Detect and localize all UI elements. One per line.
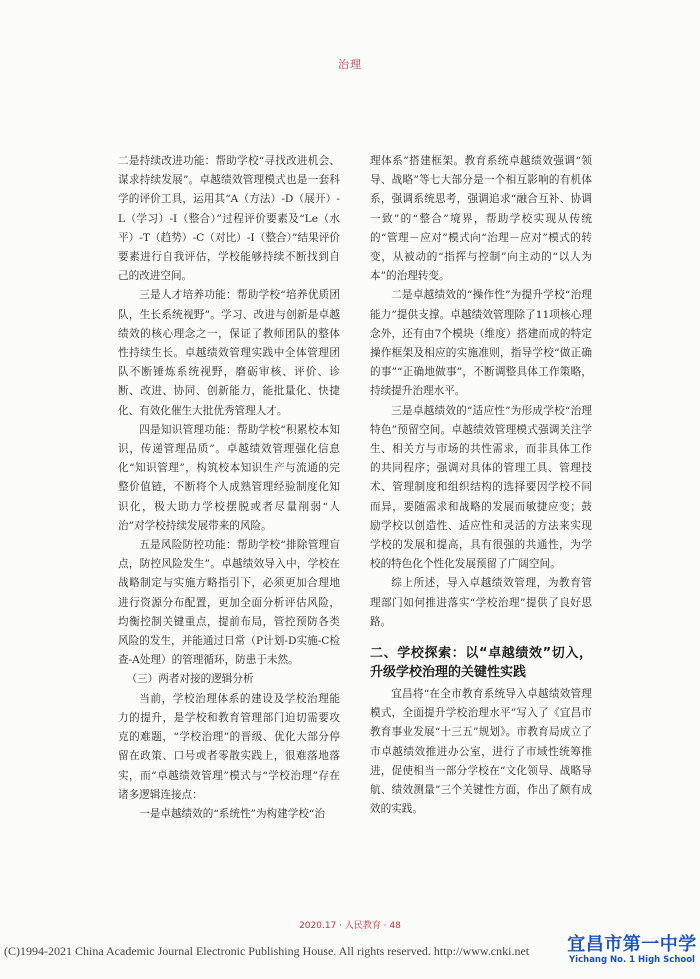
paragraph: 五是风险防控功能：帮助学校“排除管理盲点，防控风险发生”。卓越绩效导入中，学校在战略制定与实施方略指引下，必须更加合理地进行资源分布配置，更加全面分析评估风险，均衡控制关键重点，提前布局，管控预防各类风险的发生，并能通过日常（P计划-D实施-C检查-A处理）的管理循环，防患于未然。 bbox=[118, 539, 340, 667]
paragraph: 宜昌将“在全市教育系统导入卓越绩效管理模式，全面提升学校治理水平”写入了《宜昌市教育事业发展“十三五”规划》。市教育局成立了市卓越绩效推进办公室，进行了市域性统筹推进，促使相当一部分学校在“文化领导、战略导航、绩效测量”三个关键性方面，作出了颇有成效的实践。 bbox=[370, 688, 592, 816]
paragraph: 三是卓越绩效的“适应性”为形成学校“治理特色”预留空间。卓越绩效管理模式强调关注学生、相关方与市场的共性需求，而非具体工作的共同程序；强调对具体的管理工具、管理技术、管理制度和组织结构的选择要因学校不同而异，要随需求和战略的发展而敏捷应变；鼓励学校以创造性、适应性和灵活的方法来实现学校的发展和提高，具有很强的共通性，为学校的特色化个性化发展预留了广阔空间。 bbox=[370, 404, 592, 571]
page-footer: 2020.17 · 人民教育 · 48 bbox=[299, 921, 401, 931]
school-logo bbox=[566, 934, 698, 966]
paragraph: 三是人才培养功能：帮助学校“培养优质团队，生长系统视野”。学习、改进与创新是卓越绩效的核心理念之一，保证了教师团队的整体性持续生长。卓越绩效管理实践中全体管理团队不断锤炼系统视野，磨砺审核、评价、诊断、改进、协同、创新能力，能批量化、快捷化、有效化催生大批优秀管理人才。 bbox=[118, 289, 340, 417]
school-name-cn: 宜昌市第一中学 bbox=[567, 934, 697, 955]
section-header: 治理 bbox=[338, 58, 362, 71]
school-name-en: Yichang No. 1 High School bbox=[569, 955, 695, 965]
right-column bbox=[370, 152, 592, 820]
paragraph: 四是知识管理功能：帮助学校“积累校本知识，传递管理品质”。卓越绩效管理强化信息化“知识管理”，构筑校本知识生产与流通的完整价值链，不断将个人成熟管理经验制度化知识化，极大助力学校摆脱或者尽量削弱“人治”对学校持续发展带来的风险。 bbox=[118, 423, 340, 532]
section-heading: 二、学校探索：以“卓越绩效”切入，升级学校治理的关键性实践 bbox=[370, 646, 592, 681]
paragraph: 二是卓越绩效的“操作性”为提升学校“治理能力”提供支撑。卓越绩效管理除了11项核心理念外，还有由7个模块（维度）搭建而成的特定操作框架及相应的实施准则，指导学校“做正确的事”“正确地做事”，不断调整具体工作策略，持续提升治理水平。 bbox=[370, 289, 592, 398]
paragraph: 理体系”搭建框架。教育系统卓越绩效强调“领导、战略”等七大部分是一个相互影响的有机体系，强调系统思考，强调追求“融合互补、协调一致”的“整合”境界，帮助学校实现从传统的“管理－应对”模式向“治理－应对”模式的转变，从被动的“指挥与控制”向主动的“以人为本”的治理转变。 bbox=[370, 155, 592, 283]
paragraph: 当前，学校治理体系的建设及学校治理能力的提升，是学校和教育管理部门迫切需要攻克的难题，“学校治理”的晋级、优化大部分停留在政策、口号或者零散实践上，很难落地落实，而“卓越绩效管理”模式与“学校治理”存在诸多逻辑连接点： bbox=[118, 692, 340, 801]
paragraph: 二是持续改进功能：帮助学校“寻找改进机会、谋求持续发展”。卓越绩效管理模式也是一套科学的评价工具，运用其“A（方法）-D（展开）-L（学习）-I（整合）”过程评价要素及“Le（水平）-T（趋势）-C（对比）-I（整合）”结果评价要素进行自我评估，学校能够持续不断找到自己的改进空间。 bbox=[118, 155, 340, 283]
paragraph: 一是卓越绩效的“系统性”为构建学校“治 bbox=[139, 807, 325, 820]
subsection-heading: （三）两者对接的逻辑分析 bbox=[126, 673, 254, 686]
paragraph: 综上所述，导入卓越绩效管理，为教育管理部门如何推进落实“学校治理”提供了良好思路。 bbox=[370, 577, 592, 628]
copyright-notice: (C)1994-2021 China Academic Journal Electronic Publishing House. All rights reserved. http://www.cnki.net bbox=[4, 944, 530, 958]
left-column bbox=[118, 152, 340, 824]
